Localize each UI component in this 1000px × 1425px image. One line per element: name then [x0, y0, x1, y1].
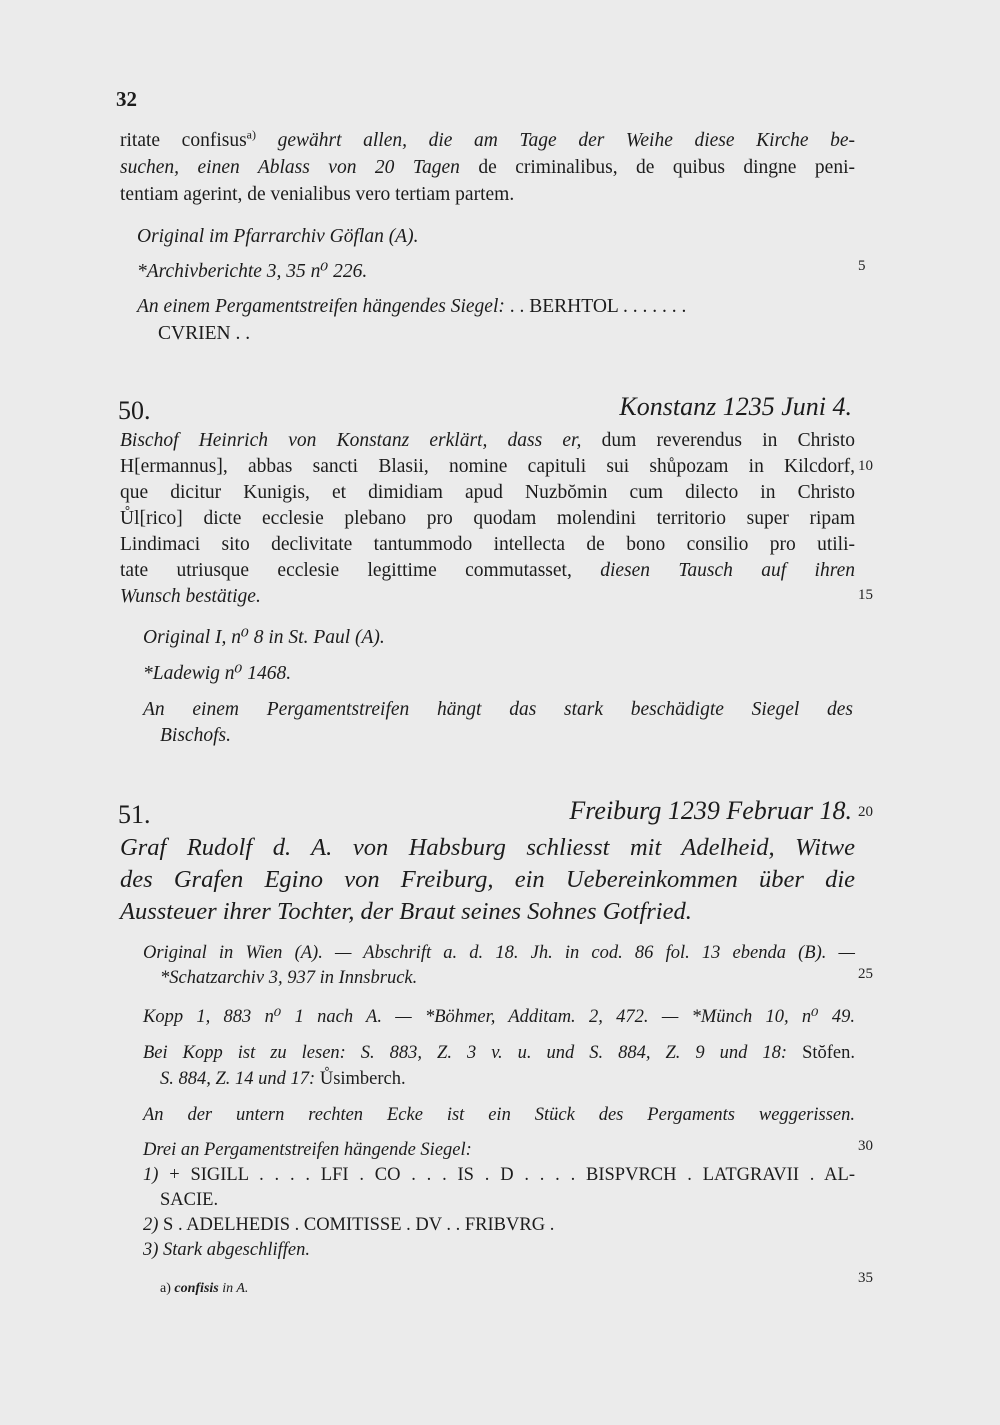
intro-line-1: ritate confisus$^{a)}$ gewährt allen, die am Tage der Weihe diese Kirche be- [120, 127, 855, 151]
charter-51-seal-2: 2) S . ADELHEDIS . COMITISSE . DV . . FRIBVRG . [143, 1215, 555, 1235]
charter-51-reading-1: Bei Kopp ist zu lesen: S. 883, Z. 3 v. u. und S. 884, Z. 9 und 18: Stŏfen. [143, 1043, 855, 1063]
charter-51-heading-2: des Grafen Egino von Freiburg, ein Uebereinkommen über die [120, 866, 855, 893]
margin-number-10: 10 [858, 458, 873, 474]
charter-51-kopp: Kopp 1, 883 n⁰ 1 nach A. — *Böhmer, Additam. 2, 472. — *Münch 10, n⁰ 49. [143, 1007, 855, 1027]
margin-number-35: 35 [858, 1270, 873, 1286]
charter-50-line-2: H[ermannus], abbas sancti Blasii, nomine capituli sui shůpozam in Kilcdorf, [120, 456, 855, 477]
charter-50-line-4: Ůl[rico] dicte ecclesie plebano pro quodam molendini territorio super ripam [120, 508, 855, 529]
charter-51-number: 51. [118, 800, 151, 829]
page-number: 32 [116, 87, 137, 111]
margin-number-5: 5 [858, 258, 866, 274]
intro-reference: *Archivberichte 3, 35 n⁰ 226. [137, 261, 368, 282]
charter-51-source-1: Original in Wien (A). — Abschrift a. d. 18. Jh. in cod. 86 fol. 13 ebenda (B). — [143, 943, 855, 963]
charter-50-place-date: Konstanz 1235 Juni 4. [619, 392, 852, 421]
charter-51-seals-intro: Drei an Pergamentstreifen hängende Siegel: [143, 1140, 472, 1160]
charter-50-reference: *Ladewig n⁰ 1468. [143, 663, 292, 684]
charter-50-source: Original I, n⁰ 8 in St. Paul (A). [143, 627, 385, 648]
margin-number-15: 15 [858, 587, 873, 603]
charter-51-corner-note: An der untern rechten Ecke ist ein Stück des Pergaments weggerissen. [143, 1105, 855, 1125]
charter-51-heading-1: Graf Rudolf d. A. von Habsburg schliesst mit Adelheid, Witwe [120, 834, 855, 861]
charter-51-seal-3: 3) Stark abgeschliffen. [143, 1240, 310, 1260]
intro-seal-cont: CVRIEN . . [158, 323, 251, 344]
charter-51-reading-2: S. 884, Z. 14 und 17: Ůsimberch. [160, 1069, 406, 1089]
charter-50-line-3: que dicitur Kunigis, et dimidiam apud Nuzbŏmin cum dilecto in Christo [120, 482, 855, 503]
intro-seal: An einem Pergamentstreifen hängendes Siegel: . . BERHTOL . . . . . . . [137, 296, 687, 317]
charter-50-seal: An einem Pergamentstreifen hängt das stark beschädigte Siegel des [143, 699, 853, 720]
margin-number-25: 25 [858, 966, 873, 982]
margin-number-20: 20 [858, 804, 873, 820]
margin-number-30: 30 [858, 1138, 873, 1154]
charter-51-seal-1: 1) + SIGILL . . . . LFI . CO . . . IS . D . . . . BISPVRCH . LATGRAVII . AL- [143, 1165, 855, 1185]
intro-line-3: tentiam agerint, de venialibus vero tertiam partem. [120, 184, 515, 205]
footnote: a) confisis in A. [160, 1281, 249, 1296]
charter-50-line-7: Wunsch bestätige. [120, 586, 261, 607]
charter-51-place-date: Freiburg 1239 Februar 18. [569, 796, 852, 825]
charter-50-seal-cont: Bischofs. [160, 725, 231, 746]
charter-51-seal-1-cont: SACIE. [160, 1190, 219, 1210]
charter-50-line-6: tate utriusque ecclesie legittime commutasset, diesen Tausch auf ihren [120, 560, 855, 581]
intro-line-2: suchen, einen Ablass von 20 Tagen de criminalibus, de quibus dingne peni- [120, 157, 855, 178]
charter-50-number: 50. [118, 396, 151, 425]
intro-source: Original im Pfarrarchiv Göflan (A). [137, 226, 419, 247]
charter-51-heading-3: Aussteuer ihrer Tochter, der Braut seines Sohnes Gotfried. [120, 898, 692, 925]
charter-51-source-2: *Schatzarchiv 3, 937 in Innsbruck. [160, 968, 418, 988]
charter-50-line-1: Bischof Heinrich von Konstanz erklärt, dass er, dum reverendus in Christo [120, 430, 855, 451]
charter-50-line-5: Lindimaci sito declivitate tantummodo intellecta de bono consilio pro utili- [120, 534, 855, 555]
